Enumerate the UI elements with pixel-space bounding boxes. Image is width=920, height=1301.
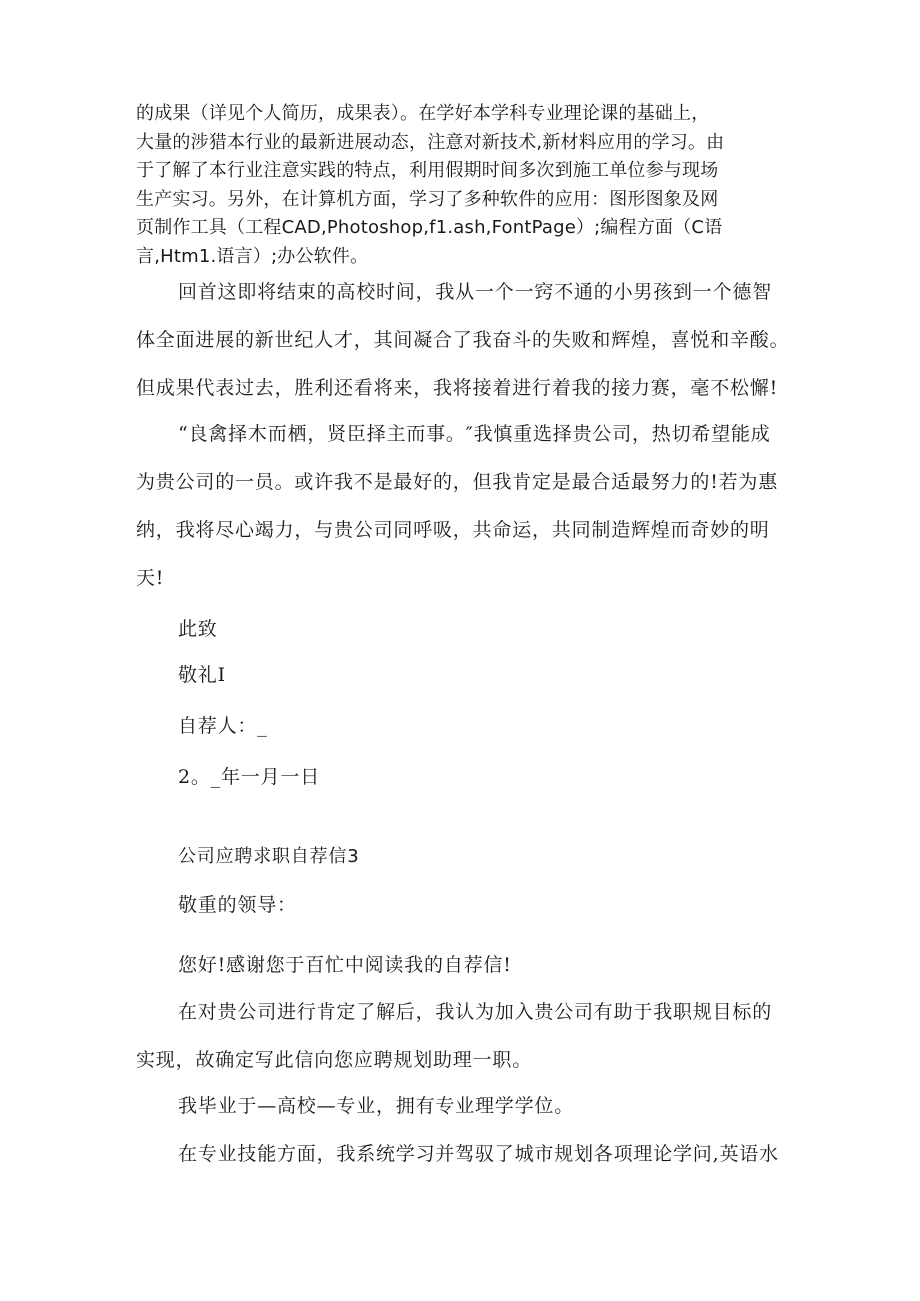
letter-hello: 您好!感谢您于百忙中阅读我的自荐信! <box>178 954 512 976</box>
quote-paragraph <box>136 410 796 602</box>
review-paragraph <box>136 268 796 412</box>
signer-line: 自荐人：_ <box>178 715 268 737</box>
text-line: 天! <box>136 567 165 589</box>
text-line: 在对贵公司进行肯定了解后，我认为加入贵公司有助于我职规目标的 <box>178 1001 773 1023</box>
letter-greeting: 敬重的领导： <box>178 894 297 916</box>
text-line: 的成果（详见个人简历，成果表）。在学好本学科专业理论课的基础上， <box>136 103 710 124</box>
text-line: 于了解了本行业注意实践的特点，利用假期时间多次到施工单位参与现场 <box>136 160 719 181</box>
text-line: 生产实习。另外，在计算机方面，学习了多种软件的应用：图形图象及网 <box>136 188 719 210</box>
text-line: 但成果代表过去，胜利还看将来，我将接着进行着我的接力赛，毫不松懈! <box>136 377 779 399</box>
text-line: 实现，故确定写此信向您应聘规划助理一职。 <box>136 1049 533 1071</box>
closing-regards: 敬礼I <box>178 664 226 686</box>
text-line: 大量的涉猎本行业的最新进展动态，注意对新技术,新材料应用的学习。由 <box>136 131 725 153</box>
graduation-line: 我毕业于—高校—专业，拥有专业理学学位。 <box>178 1095 575 1117</box>
section-title: 公司应聘求职自荐信3 <box>178 846 360 867</box>
text-line: “良禽择木而栖，贤臣择主而事。″我慎重选择贵公司，热切希望能成 <box>178 423 771 445</box>
apply-paragraph <box>136 988 796 1084</box>
text-line: 为贵公司的一员。或许我不是最好的，但我肯定是最合适最努力的!若为惠 <box>136 471 779 493</box>
skills-line: 在专业技能方面，我系统学习并驾驭了城市规划各项理论学问,英语水 <box>178 1143 779 1165</box>
intro-paragraph <box>136 100 796 271</box>
text-line: 回首这即将结束的高校时间，我从一个一窍不通的小男孩到一个德智 <box>178 281 773 303</box>
text-line: 页制作工具（工程CAD,Photoshop,f1.ash,FontPage）;编程方面（C语 <box>136 217 723 238</box>
text-line: 体全面进展的新世纪人才，其间凝合了我奋斗的失败和辉煌，喜悦和辛酸。 <box>136 329 790 351</box>
text-line: 言,Htm1.语言）;办公软件。 <box>136 245 369 267</box>
closing-salutation: 此致 <box>178 618 218 640</box>
text-line: 纳，我将尽心竭力，与贵公司同呼吸，共命运，共同制造辉煌而奇妙的明 <box>136 519 770 541</box>
date-line: 2。_年一月一日 <box>178 766 320 788</box>
